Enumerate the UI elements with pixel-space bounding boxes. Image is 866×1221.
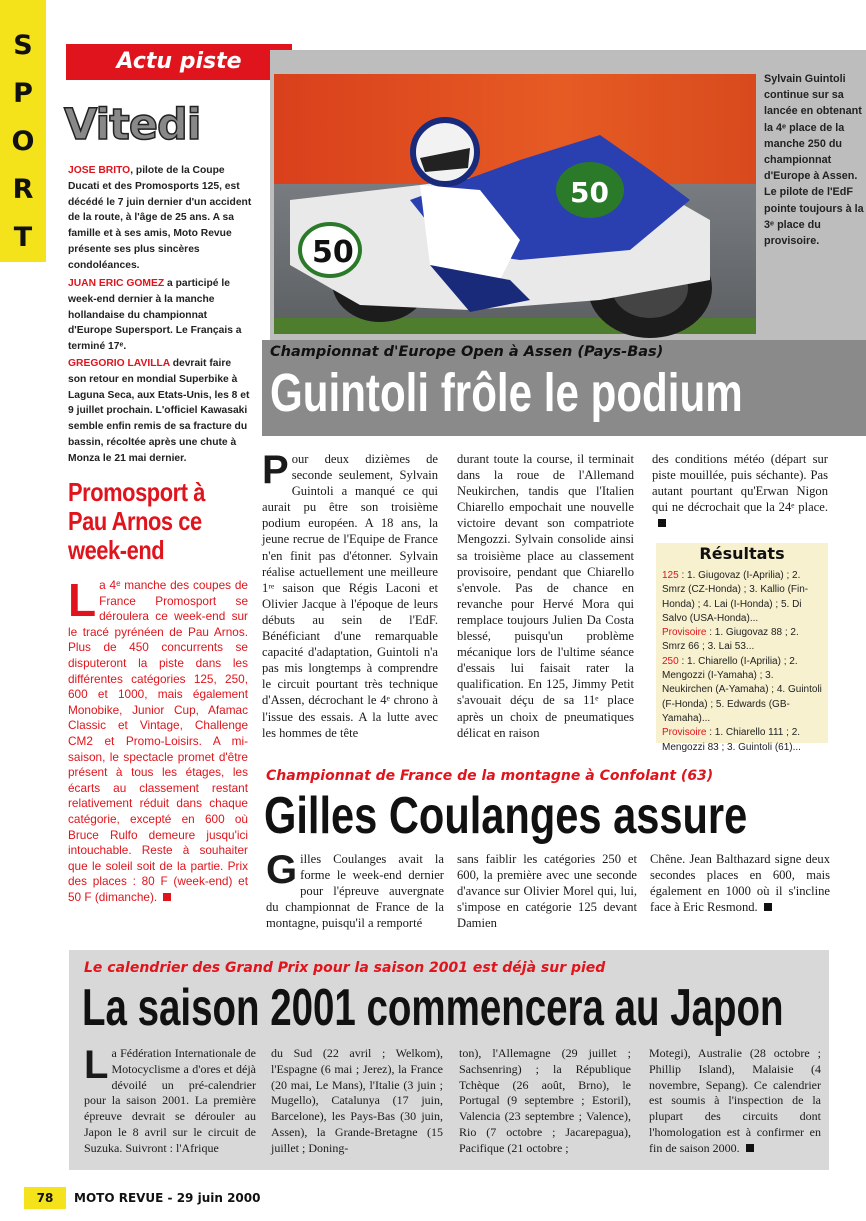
results-title: Résultats: [699, 544, 785, 563]
results-text: : 1. Giugovaz (I-Aprilia) ; 2. Smrz (CZ-Honda) ; 3. Kallio (Fin-Honda) ; 4. Lai (I-Honda) ; 5. Di Salvo (USA-Honda)...: [662, 570, 809, 624]
brief-item: [68, 163, 252, 274]
article3-text: a Fédération Internationale de Motocyclisme a d'ores et déjà dévoilé un pré-calendrier pour la saison 2001. La première épreuve devrait se dérouler au Japon le 8 avril sur le circuit de Suzuka. Suivront : l'Afrique: [84, 1046, 256, 1155]
drop-cap: P: [262, 448, 289, 492]
article2-kicker: Championnat de France de la montagne à Confolant (63): [266, 768, 714, 784]
footer-text: MOTO REVUE - 29 juin 2000: [74, 1191, 261, 1205]
article1-text: our deux dizièmes de seconde seulement, Sylvain Guintoli a manqué ce qui aurait pu être son troisième podium européen. A 18 ans, la jeune recrue de l'Equipe de France n'en finit pas d'étonner. Sylvain réalise actuellement une meilleure 1ʳᵉ saison que Régis Laconi et Olivier Jacque à l'époque de leurs débuts au sein de l'EdF. Bénéficiant d'une remarquable capacité d'adaptation, Guintoli n'a pas mis longtemps à comprendre le circuit pourtant très technique d'Assen, décrochant le 4ᵉ chrono à l'issue des essais. A la lutte avec les hommes de tête: [262, 452, 438, 740]
article2-text: illes Coulanges avait la forme le week-end dernier pour l'épreuve auvergnate du championnat de France de la montagne, puisqu'il a remporté: [266, 852, 444, 931]
results-line: [662, 569, 822, 626]
promo-text: [68, 574, 248, 905]
section-letter: P: [13, 78, 33, 109]
svg-text:50: 50: [570, 176, 609, 209]
results-category: 250: [662, 655, 679, 667]
article2-col1: [266, 848, 444, 931]
results-category: Provisoire: [662, 627, 707, 639]
end-mark-icon: [658, 519, 666, 527]
brief-item: [68, 276, 252, 355]
article3-col4: [649, 1046, 821, 1157]
article1-col1: [262, 448, 438, 741]
results-line: [662, 726, 822, 755]
article3-col3: ton), l'Allemagne (29 juillet ; Sachsenring) ; la République Tchèque (26 août, Brno), le Portugal (9 septembre ; Estoril), Valencia (23 septembre ; Valence), Rio (7 octobre ; Jacarepagua), Pacifique (21 octobre ;: [459, 1046, 631, 1155]
end-mark-icon: [163, 893, 171, 901]
brief-text: a participé le week-end dernier à la manche hollandaise du championnat d'Europe Supersport. Le Français a terminé 17ᵉ.: [68, 278, 242, 353]
end-mark-icon: [764, 903, 772, 911]
article2-col2: sans faiblir les catégories 250 et 600, la première avec une seconde d'avance sur Olivier Morel qui, lui, s'impose en catégorie 125 devant Damien: [457, 852, 637, 931]
section-tab: [0, 0, 46, 262]
drop-cap: L: [84, 1043, 109, 1087]
article3-kicker: Le calendrier des Grand Prix pour la saison 2001 est déjà sur pied: [84, 960, 606, 976]
article1-col2: durant toute la course, il terminait dans la roue de l'Allemand Neukirchen, tandis que l'Italien Chiarello empochait une nouvelle victoire devant son compatriote Mengozzi. Sylvain consolide ainsi sa troisième place au classement provisoire, pendant que Chiarello s'envole. Pas de chance en revanche pour Hervé Mora qui remplace toujours Julien Da Costa blessé, puisqu'un problème mécanique lors de l'ultime séance d'essais lui faisait rater la qualification. En 125, Jimmy Petit s'avouait déçu de sa 11ᵉ place après un choix de pneumatiques délicat en raison: [457, 452, 634, 740]
article2-col3: [650, 851, 830, 915]
promo-body: a 4ᵉ manche des coupes de France Promosport se déroulera ce week-end sur le tracé pyrénéen de Pau Arnos. Plus de 450 concurrents se disputeront la piste dans les différentes catégories 125, 250, 600 et 1000, mais également Monobike, Junior Cup, Afamac Classic et Vintage, Challenge CM2 et Promo-Loisirs. A mi-saison, le spectacle promet d'être présent à tous les étages, les écarts au classement restant relativement réduit dans chaque catégorie, excepté en 600 où Bruce Rulfo demeure jusqu'ici intouchable. Reste à souhaiter que le soleil soit de la partie. Prix des places : 80 F (week-end) et 50 F (dimanche).: [68, 578, 248, 904]
article1-text: des conditions météo (départ sur piste mouillée, puis séchante). Pas autant pourtant qu'Erwan Nigon qui ne décrochait que la 24ᵉ place.: [652, 452, 828, 515]
article1-headline: Guintoli frôle le podium: [270, 363, 743, 423]
page-number: 78: [24, 1187, 66, 1209]
brief-text: devrait faire son retour en mondial Superbike à Laguna Seca, aux Etats-Unis, les 8 et 9 juillet prochain. L'officiel Kawasaki semble enfin remis de sa fracture du bassin, récoltée après une chute à Monza le 21 mai dernier.: [68, 358, 250, 464]
svg-text:50: 50: [312, 235, 354, 270]
promo-title: Promosport à Pau Arnos ce week-end: [68, 477, 205, 565]
section-letter: S: [13, 30, 33, 61]
article2-text: Chêne. Jean Balthazard signe deux secondes places en 600, mais également en 1000 où il s'incline face à Eric Resmond.: [650, 852, 830, 915]
end-mark-icon: [746, 1144, 754, 1152]
article3-col1: [84, 1043, 256, 1157]
article2-headline: Gilles Coulanges assure: [264, 787, 748, 845]
section-letter: R: [12, 174, 34, 205]
results-category: 125: [662, 570, 679, 581]
results-text: : 1. Chiarello (I-Aprilia) ; 2. Mengozzi (I-Yamaha) ; 3. Neukirchen (A-Yamaha) ; 4. Guintoli (F-Honda) ; 5. Edwards (GB-Yamaha)...: [662, 655, 822, 724]
rubric-label: Actu piste: [66, 44, 292, 80]
results-text: : 1. Chiarello 111 ; 2. Mengozzi 83 ; 3. Guintoli (61)...: [662, 727, 801, 753]
section-letter: T: [13, 222, 33, 253]
page-footer: [24, 1187, 260, 1209]
brief-name: JUAN ERIC GOMEZ: [68, 278, 165, 289]
article3-col2: du Sud (22 avril ; Welkom), l'Espagne (6 mai ; Jerez), la France (20 mai, Le Mans), l'Italie (3 juin ; Mugello), Catalunya (17 juin, Barcelone), les Pays-Bas (30 juin, Assen), la Grande-Bretagne (15 juillet ; Doning-: [271, 1046, 443, 1155]
article3-headline: La saison 2001 commencera au Japon: [82, 979, 784, 1037]
results-box: [656, 543, 828, 753]
drop-cap: G: [266, 848, 298, 892]
photo-caption: Sylvain Guintoli continue sur sa lancée en obtenant la 4ᵉ place de la manche 250 du championnat d'Europe à Assen. Le pilote de l'EdF pointe toujours à la 3ᵉ place du provisoire.: [764, 73, 864, 248]
article3-text: Motegi), Australie (28 octobre ; Phillip Island), Malaisie (4 novembre, Sepang). Ce calendrier est soumis à l'inspection de la plupart des circuits dont l'homologation est à confirmer en fin de saison 2000.: [649, 1046, 821, 1155]
results-line: [662, 655, 822, 726]
article1-kicker: Championnat d'Europe Open à Assen (Pays-Bas): [270, 344, 664, 360]
brief-item: [68, 356, 252, 467]
brief-text: , pilote de la Coupe Ducati et des Promosports 125, est décédé le 7 juin dernier d'un accident de la route, à l'âge de 25 ans. A sa famille et à ses amis, Moto Revue présente ses plus sincères condoléances.: [68, 165, 252, 271]
drop-cap: L: [68, 574, 97, 626]
results-text: : 1. Giugovaz 88 ; 2. Smrz 66 ; 3. Lai 53...: [662, 627, 799, 653]
results-category: Provisoire: [662, 727, 707, 739]
results-line: [662, 626, 822, 655]
brief-name: JOSE BRITO: [68, 165, 131, 176]
brief-name: GREGORIO LAVILLA: [68, 358, 170, 369]
article1-col3: [652, 451, 828, 531]
section-letter: O: [11, 126, 35, 157]
sidebar-title: Vitedi: [64, 100, 201, 150]
